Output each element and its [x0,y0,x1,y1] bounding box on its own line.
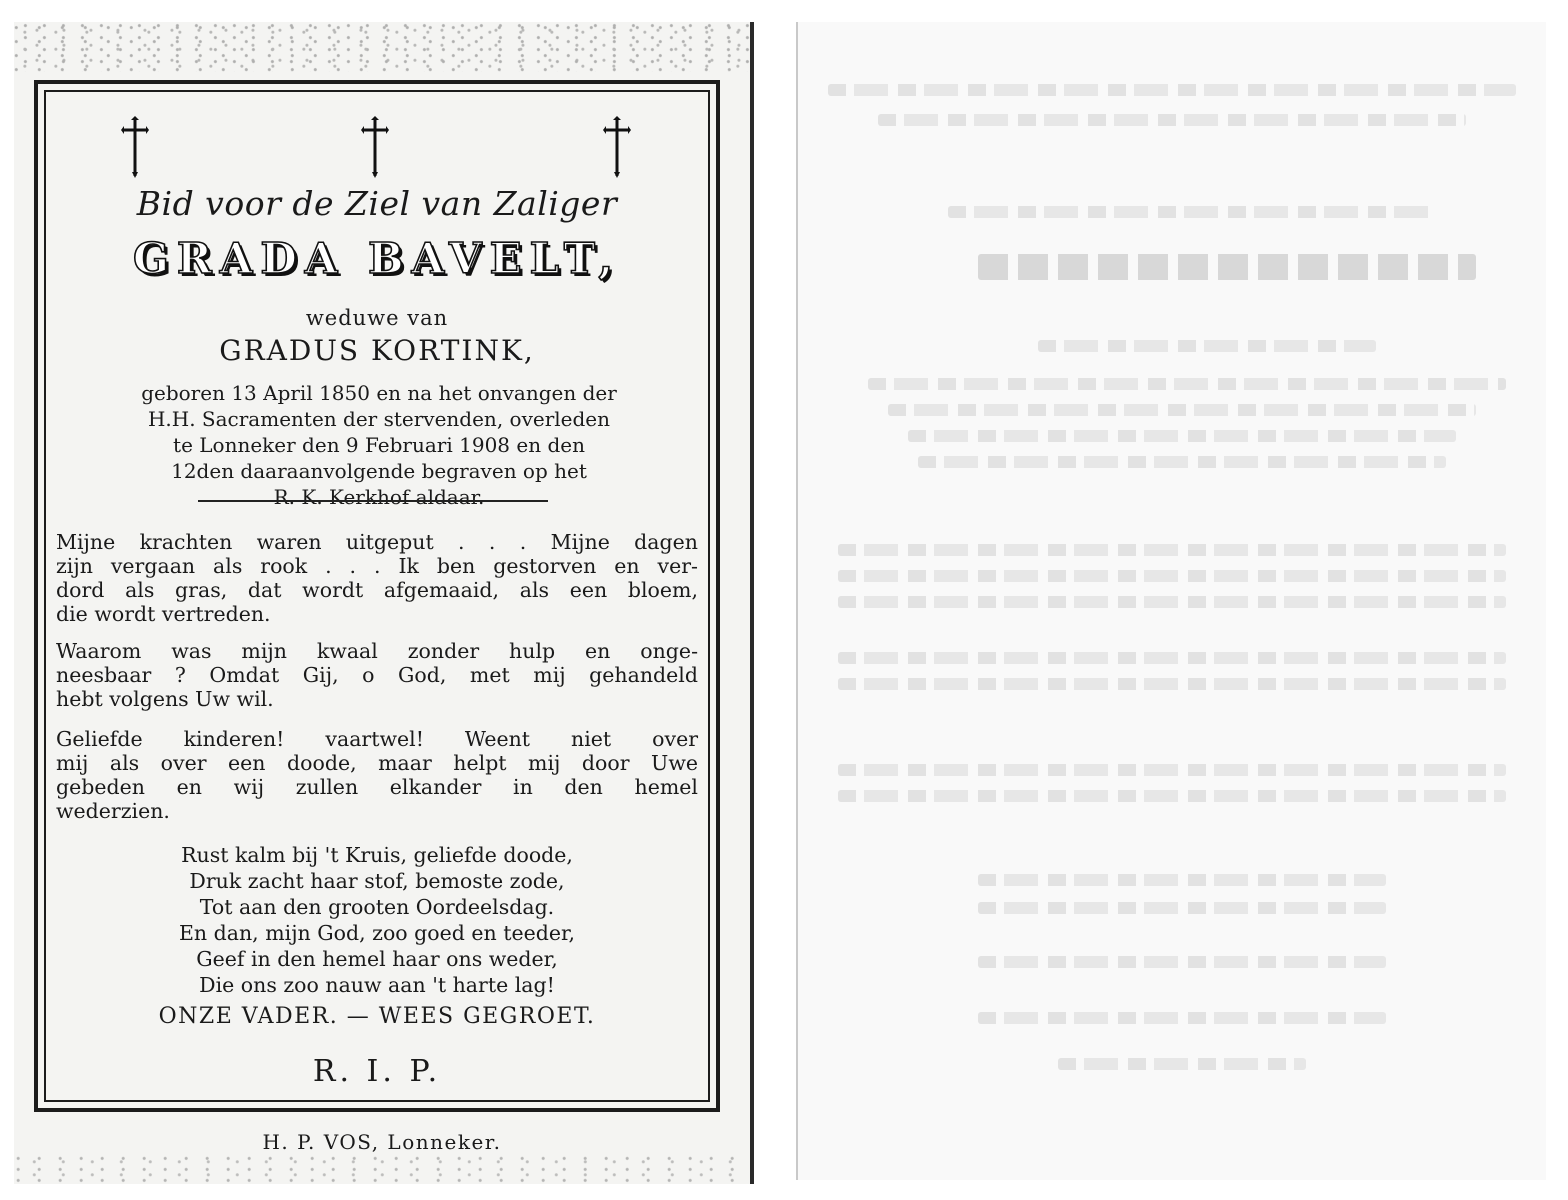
bleed-through [838,596,1506,608]
text-line: Geliefde kinderen! vaartwel! Weent niet over [56,727,698,751]
prayers-line: ONZE VADER. — WEES GEGROET. [158,1004,596,1029]
paragraph-lament [56,530,698,626]
bleed-through [978,956,1386,968]
bleed-through [948,206,1436,218]
text-line: hebt volgens Uw wil. [56,687,274,711]
text-line: Mijne krachten waren uitgeput . . . Mijne dagen [56,530,698,554]
bleed-through [838,764,1506,776]
bleed-through [838,544,1506,556]
memorial-card-front [14,22,754,1184]
text-line: dord als gras, dat wordt afgemaaid, als een bloem, [56,578,698,602]
poem-line: Druk zacht haar stof, bemoste zode, [189,869,565,893]
bleed-through [978,874,1386,886]
deceased-name: GRADA BAVELT, [133,234,621,283]
bleed-through [828,84,1516,96]
bio-line: 12den daaraanvolgende begraven op het [171,459,587,483]
bio-line: te Lonneker den 9 Februari 1908 en den [173,433,585,457]
biography [72,380,686,510]
husband-name: GRADUS KORTINK, [219,334,535,367]
widow-of-label: weduwe van [305,306,449,330]
paper-speckle [14,1154,750,1184]
poem-line: Rust kalm bij 't Kruis, geliefde doode, [181,843,573,867]
text-line: Waarom was mijn kwaal zonder hulp en onge- [56,639,698,663]
text-line: zijn vergaan als rook . . . Ik ben gestorven en ver- [56,554,698,578]
divider-rule [198,500,548,502]
bio-line: R. K. Kerkhof aldaar. [273,485,485,509]
bleed-through [1058,1058,1306,1070]
text-line: mij als over een doode, maar helpt mij door Uwe [56,751,698,775]
cross-icon [360,116,390,178]
bleed-through [838,652,1506,664]
poem-line: Tot aan den grooten Oordeelsdag. [199,895,555,919]
printer-credit: H. P. VOS, Lonneker. [262,1130,502,1154]
cross-icon [602,116,632,178]
bio-line: geboren 13 April 1850 en na het onvangen der [141,381,617,405]
bleed-through [1038,340,1376,352]
text-line: neesbaar ? Omdat Gij, o God, met mij gehandeld [56,663,698,687]
poem-line: Geef in den hemel haar ons weder, [196,947,558,971]
card-border [34,80,720,1112]
poem-line: Die ons zoo nauw aan 't harte lag! [199,973,555,997]
bleed-through [868,378,1506,390]
text-line: wederzien. [56,799,170,823]
bleed-through [978,902,1386,914]
bio-line: H.H. Sacramenten der stervenden, overleden [147,407,611,431]
poem-line: En dan, mijn God, zoo goed en teeder, [178,921,576,945]
bleed-through [978,1012,1386,1024]
memorial-card-back [796,22,1546,1180]
cross-icon [120,116,150,178]
bleed-through [908,430,1456,442]
bleed-through [838,570,1506,582]
bleed-through [878,114,1466,126]
bleed-through [918,456,1446,468]
bleed-through [838,790,1506,802]
paragraph-question [56,639,698,711]
paragraph-farewell [56,727,698,823]
bleed-through [888,404,1476,416]
bleed-through [838,678,1506,690]
bleed-through [978,254,1476,280]
paper-speckle [14,22,750,72]
text-line: die wordt vertreden. [56,602,271,626]
text-line: gebeden en wij zullen elkander in den hemel [56,775,698,799]
poem [38,842,716,998]
rip-text: R. I. P. [312,1054,442,1089]
prayer-heading: Bid voor de Ziel van Zaliger [136,184,618,223]
